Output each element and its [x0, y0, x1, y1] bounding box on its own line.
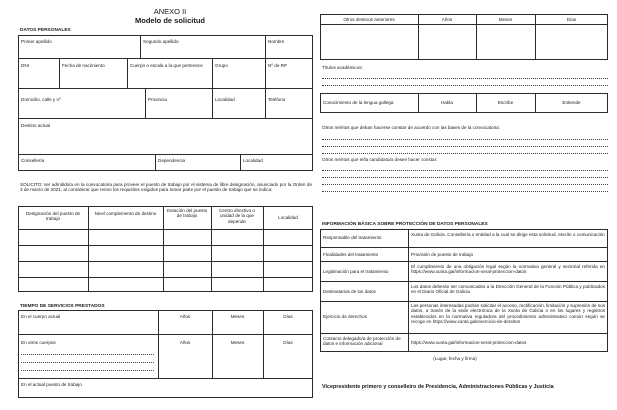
meritos-convocatoria-label: Otros méritos que deban hacerse constar de acuerdo con las bases de la convocatoria:: [322, 125, 500, 130]
otros-destinos-dias: Días: [566, 17, 577, 22]
proteccion-value-responsable: Xunta de Galicia. Consellería o entidad a la cual se dirige esta solicitud, escrito o comunicación: [411, 232, 605, 237]
solicito-text: SOLICITO: ser admitido/a en la convocatoria para proveer el puesto de trabajo por el sistema de libre designación, anunciado por la Orden de 3 de marzo de 2021, al considerar que reúno los requisitos exigidos para tomar parte por el puesto de trabajo que se indica:: [20, 182, 312, 193]
telefono-field[interactable]: Teléfono: [268, 97, 286, 102]
dni-field[interactable]: DNI: [21, 63, 29, 68]
proteccion-label-derechos: Ejercicio de derechos: [323, 314, 367, 319]
proteccion-label-finalidades: Finalidades del tratamiento: [323, 252, 379, 257]
dependencia-field[interactable]: Dependencia: [158, 158, 186, 163]
otros-destinos-meses: Meses: [498, 17, 513, 22]
proteccion-label-legitimacion: Legitimación para el tratamiento: [323, 269, 389, 274]
servicios-meses-2: Meses: [230, 340, 245, 345]
servicios-cuerpo-actual: En el cuerpo actual: [21, 314, 61, 319]
segundo-apellido-field[interactable]: Segundo apellido: [143, 39, 179, 44]
grupo-field[interactable]: Grupo: [215, 63, 228, 68]
lengua-gallega-label: Conocimiento de la lengua gallega: [323, 100, 394, 105]
puesto-header-designacion: Designación del puesto de trabajo: [25, 211, 81, 222]
puesto-header-centro: Centro directivo o unidad de la que depende: [218, 208, 255, 224]
provincia-field[interactable]: Provincia: [148, 97, 167, 102]
proteccion-value-contacto: https://www.xunta.gal/informacion-xeral-proteccion-datos: [411, 340, 527, 345]
lengua-escribe[interactable]: Escribe: [497, 100, 514, 105]
cuerpo-escala-field[interactable]: Cuerpo o escala a la que pertenece: [130, 63, 203, 68]
servicios-anos-1: Años: [179, 314, 191, 319]
proteccion-value-legitimacion: El cumplimiento de una obligación legal según la normativa general y sectorial referida en https://www.xunta.gal/informacion-xeral-proteccion-datos: [411, 264, 605, 275]
proteccion-value-derechos: Las personas interesadas podrán solicitar el acceso, rectificación, limitación y supresión de sus datos, a través de la sede electrónica de la Xunta de Galicia o en los lugares y registros establecidos en la normativa reguladora del procedimiento administrativo común según se recoge en https://www.xunta.gal/exercicio-de-dereitos: [411, 303, 605, 324]
nrp-field[interactable]: Nº de RP: [268, 63, 288, 68]
otros-destinos-header: Otros destinos anteriores: [343, 17, 395, 22]
proteccion-value-finalidades: Provisión de puesto de trabajo: [411, 252, 474, 257]
puesto-header-dotacion: Dotación del puesto de trabajo: [166, 208, 208, 219]
servicios-meses-1: Meses: [230, 314, 245, 319]
meritos-candidato-label: Otros méritos que el/la candidato/a desee hacer constar:: [322, 157, 438, 162]
puesto-header-nivel: Nivel complemento de destino: [94, 211, 157, 216]
domicilio-field[interactable]: Domicilio, calle y nº: [21, 97, 61, 102]
primer-apellido-field[interactable]: Primer apellido: [21, 39, 52, 44]
proteccion-value-destinatarios: Los datos deberán ser comunicados a la Dirección General de la Función Pública y publicados en el Diario Oficial de Galicia: [411, 284, 605, 295]
proteccion-label-contacto: Contacto delegado/a de protección de datos e información adicional: [323, 336, 401, 347]
servicios-anos-2: Años: [179, 340, 191, 345]
localidad2-field[interactable]: Localidad: [243, 158, 263, 163]
otros-destinos-anos: Años: [441, 17, 453, 22]
section-heading-servicios: TIEMPO DE SERVICIOS PRESTADOS: [20, 304, 105, 309]
lugar-fecha-firma: (Lugar, fecha y firma): [433, 356, 477, 361]
localidad-field[interactable]: Localidad: [215, 97, 235, 102]
proteccion-label-destinatarios: Destinatarios de los datos: [323, 289, 376, 294]
puesto-header-localidad: Localidad: [278, 215, 298, 220]
lengua-entiende[interactable]: Entiende: [562, 100, 581, 105]
destinatario: Vicepresidente primero y conselleiro de Presidencia, Administraciones Públicas y Justicia: [322, 384, 554, 390]
conselleria-field[interactable]: Consellería: [21, 158, 45, 163]
annex-label: ANEXO II: [153, 7, 187, 16]
section-heading-proteccion: INFORMACIÓN BÁSICA SOBRE PROTECCIÓN DE DATOS PERSONALES: [322, 222, 488, 227]
destino-actual-field[interactable]: Destino actual: [21, 123, 51, 128]
page-title: Modelo de solicitud: [134, 16, 205, 25]
lengua-habla[interactable]: Habla: [440, 100, 453, 105]
fecha-nacimiento-field[interactable]: Fecha de nacimiento: [62, 63, 105, 68]
servicios-puesto-actual: En el actual puesto de trabajo: [21, 382, 82, 387]
servicios-dias-2: Días: [283, 340, 293, 345]
servicios-otros-cuerpos: En otros cuerpos: [21, 340, 56, 345]
nombre-field[interactable]: Nombre: [268, 39, 285, 44]
section-heading-personal: DATOS PERSONALES: [20, 28, 71, 33]
proteccion-label-responsable: Responsable del tratamiento: [323, 235, 382, 240]
titulos-label: Títulos académicos:: [322, 65, 363, 70]
servicios-dias-1: Días: [283, 314, 293, 319]
